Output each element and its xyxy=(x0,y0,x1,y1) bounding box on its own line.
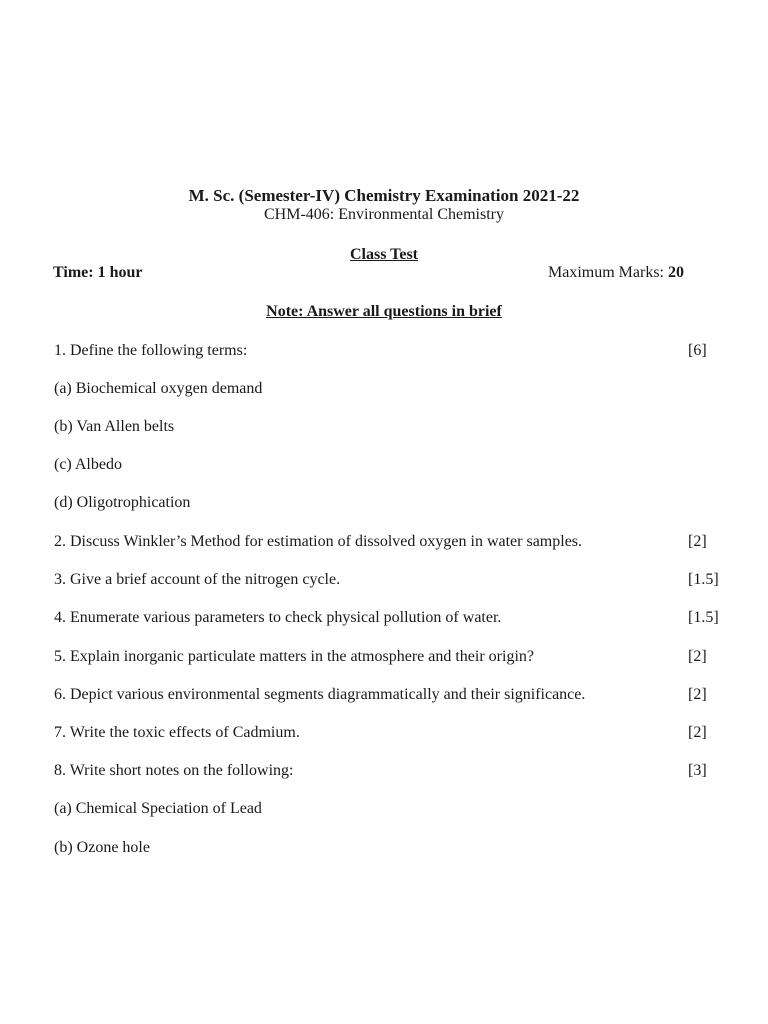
question-line: 5. Explain inorganic particulate matters in the atmosphere and their origin? xyxy=(54,648,534,665)
course-title: CHM-406: Environmental Chemistry xyxy=(264,206,504,223)
question-line: 7. Write the toxic effects of Cadmium. xyxy=(54,724,300,741)
test-name: Class Test xyxy=(349,246,419,263)
question-line: 3. Give a brief account of the nitrogen cycle. xyxy=(54,571,341,588)
question-marks: [1.5] xyxy=(688,609,719,626)
maximum-marks-label: Maximum Marks: xyxy=(548,264,664,281)
question-line: 8. Write short notes on the following: xyxy=(54,762,294,779)
question-line: 2. Discuss Winkler’s Method for estimation of dissolved oxygen in water samples. xyxy=(54,533,583,550)
question-line: (b) Van Allen belts xyxy=(54,418,175,435)
time-label: Time: 1 hour xyxy=(53,264,143,281)
question-line: 1. Define the following terms: xyxy=(54,342,248,359)
question-marks: [6] xyxy=(688,342,707,359)
question-line: (d) Oligotrophication xyxy=(54,494,191,511)
question-marks: [3] xyxy=(688,762,707,779)
question-marks: [2] xyxy=(688,724,707,741)
question-marks: [2] xyxy=(688,533,707,550)
question-line: (a) Chemical Speciation of Lead xyxy=(54,800,262,817)
question-line: (c) Albedo xyxy=(54,456,122,473)
question-line: 4. Enumerate various parameters to check physical pollution of water. xyxy=(54,609,502,626)
question-marks: [1.5] xyxy=(688,571,719,588)
question-line: 6. Depict various environmental segments diagrammatically and their significance. xyxy=(54,686,586,703)
instruction-note: Note: Answer all questions in brief xyxy=(266,303,502,320)
question-line: (b) Ozone hole xyxy=(54,839,150,856)
question-marks: [2] xyxy=(688,648,707,665)
maximum-marks-value: 20 xyxy=(668,264,684,281)
exam-title: M. Sc. (Semester-IV) Chemistry Examination 2021-22 xyxy=(188,186,580,205)
question-marks: [2] xyxy=(688,686,707,703)
maximum-marks xyxy=(548,264,684,282)
question-line: (a) Biochemical oxygen demand xyxy=(54,380,263,397)
